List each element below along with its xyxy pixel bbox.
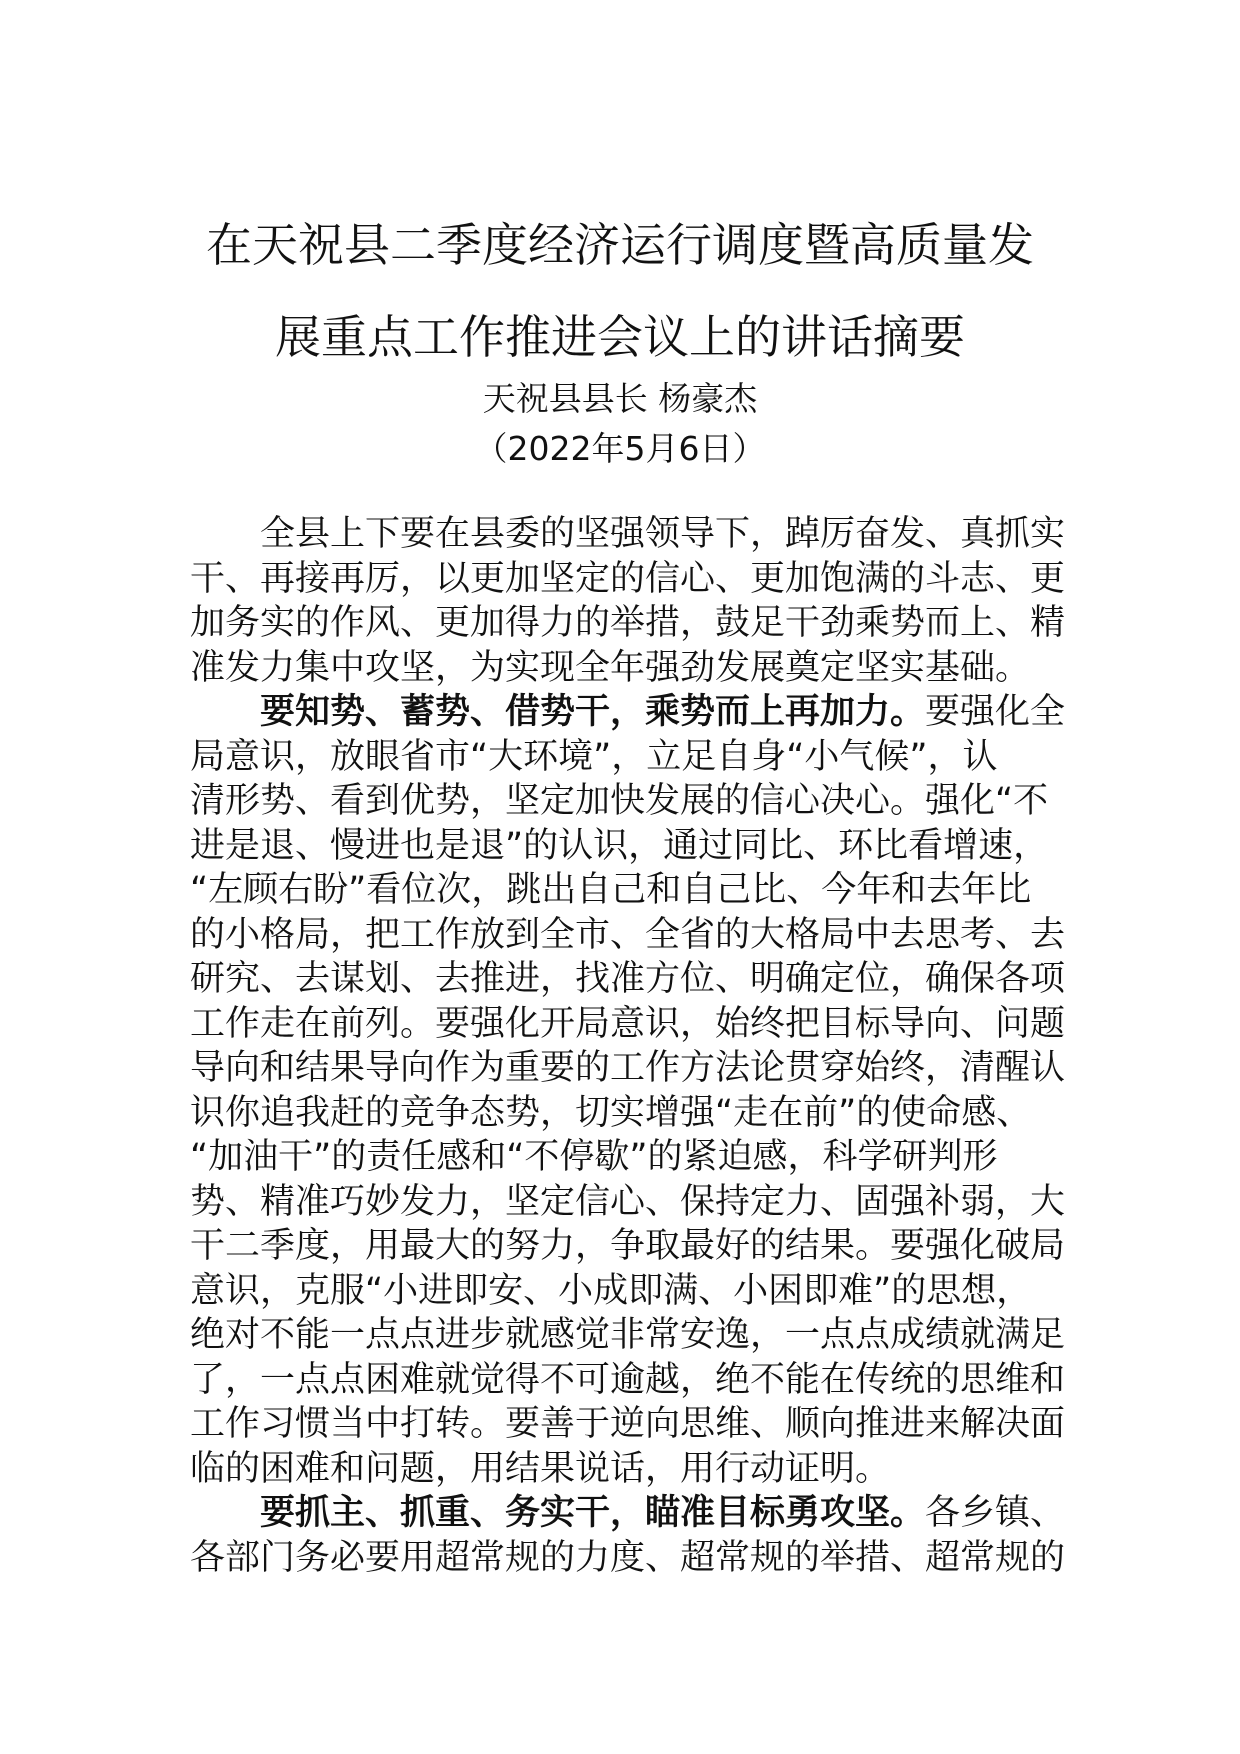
body-line [190, 824, 1050, 869]
body-line [190, 1135, 1050, 1180]
body-line [190, 690, 1066, 735]
line-text: 工作走在前列。要强化开局意识，始终把目标导向、问题 [190, 1003, 1066, 1044]
line-text: 绝对不能一点点进步就感觉非常安逸，一点点成绩就满足 [190, 1315, 1066, 1355]
body-line [190, 913, 1066, 958]
line-text: 识你追我赶的竞争态势，切实增强“走在前”的使命感、 [190, 1092, 1032, 1133]
body-line [190, 1536, 1066, 1581]
line-text: 研究、去谋划、去推进，找准方位、明确定位，确保各项 [190, 959, 1066, 999]
body-line [190, 557, 1066, 602]
line-text: 的小格局，把工作放到全市、全省的大格局中去思考、去 [190, 914, 1066, 955]
body-line [190, 1091, 1050, 1136]
body-line [190, 1402, 1066, 1447]
body-line [190, 1002, 1066, 1047]
body-line [190, 1180, 1066, 1225]
body-line [190, 1313, 1066, 1358]
line-text: 局意识，放眼省市“大环境”，立足自身“小气候”，认 [190, 736, 998, 777]
document-title-line-1: 在天祝县二季度经济运行调度暨高质量发 [206, 218, 1034, 272]
body-line [190, 1046, 1066, 1091]
line-text: 各部门务必要用超常规的力度、超常规的举措、超常规的 [190, 1537, 1066, 1578]
body-line [190, 1358, 1066, 1403]
line-text: 了，一点点困难就觉得不可逾越，绝不能在传统的思维和 [190, 1359, 1066, 1400]
body-line [190, 735, 1050, 780]
line-text: 干、再接再厉，以更加坚定的信心、更加饱满的斗志、更 [190, 558, 1066, 599]
section-heading: 要知势、蓄势、借势干，乘势而上再加力。 [260, 692, 926, 732]
body-line [190, 601, 1066, 646]
body-line [190, 957, 1066, 1002]
document-author: 天祝县县长 杨豪杰 [482, 379, 758, 418]
line-text: “左顾右盼”看位次，跳出自己和自己比、今年和去年比 [190, 870, 1032, 910]
line-text: 工作习惯当中打转。要善于逆向思维、顺向推进来解决面 [190, 1404, 1066, 1444]
line-text: 加务实的作风、更加得力的举措，鼓足干劲乘势而上、精 [190, 603, 1066, 643]
line-text: 清形势、看到优势，坚定加快发展的信心决心。强化“不 [190, 781, 1049, 821]
body-line [190, 646, 1050, 691]
document-date: （2022年5月6日） [474, 429, 766, 468]
body-line [190, 1224, 1066, 1269]
line-text: 各乡镇、 [925, 1493, 1066, 1533]
line-text: “加油干”的责任感和“不停歇”的紧迫感，科学研判形 [190, 1137, 998, 1177]
document-title-line-2: 展重点工作推进会议上的讲话摘要 [275, 310, 965, 364]
body-line [190, 512, 1066, 557]
line-text: 导向和结果导向作为重要的工作方法论贯穿始终，清醒认 [190, 1048, 1066, 1088]
line-text: 势、精准巧妙发力，坚定信心、保持定力、固强补弱，大 [190, 1181, 1066, 1222]
document-body [190, 512, 1066, 1580]
body-line [190, 868, 1050, 913]
line-text: 临的困难和问题，用结果说话，用行动证明。 [190, 1448, 891, 1489]
section-heading: 要抓主、抓重、务实干，瞄准目标勇攻坚。 [260, 1493, 926, 1533]
line-text: 进是退、慢进也是退”的认识，通过同比、环比看增速， [190, 825, 1049, 866]
line-text: 意识，克服“小进即安、小成即满、小困即难”的思想， [190, 1270, 1032, 1311]
line-text: 干二季度，用最大的努力，争取最好的结果。要强化破局 [190, 1226, 1066, 1266]
body-line [190, 1447, 1050, 1492]
body-line [190, 1269, 1050, 1314]
body-line [190, 779, 1050, 824]
line-text: 要强化全 [925, 692, 1066, 732]
line-text: 准发力集中攻坚，为实现全年强劲发展奠定坚实基础。 [190, 647, 1031, 688]
line-text: 全县上下要在县委的坚强领导下，踔厉奋发、真抓实 [260, 514, 1066, 554]
body-line [190, 1491, 1066, 1536]
